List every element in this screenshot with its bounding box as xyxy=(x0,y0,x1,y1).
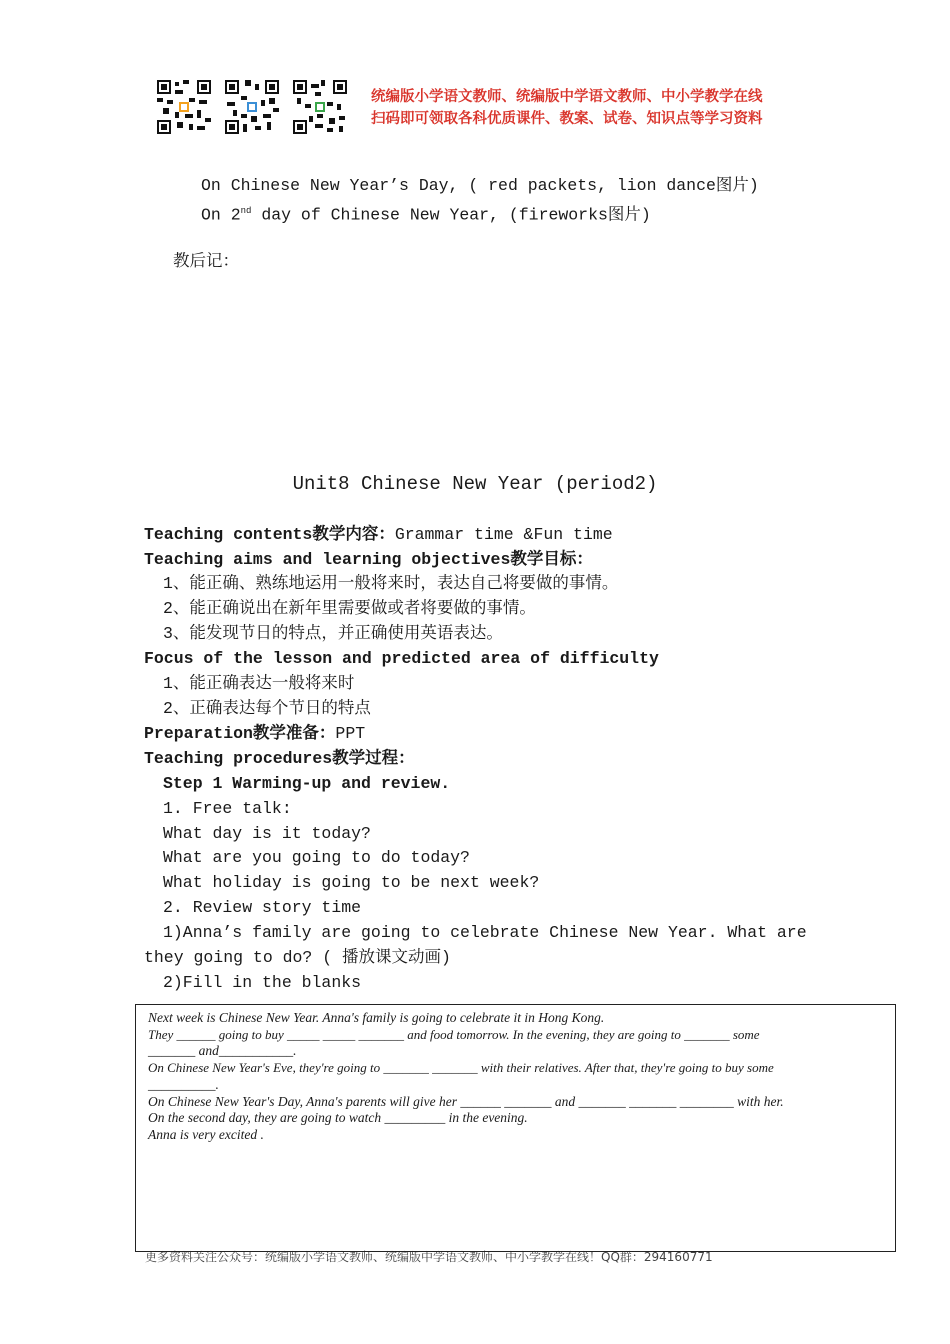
blank-line: Anna is very excited . xyxy=(148,1126,264,1142)
blank-line: On Chinese New Year's Day, Anna's parents will give her ______ _______ and _______ _______ ________ with her. xyxy=(148,1093,784,1109)
review-sub-1: 1)Anna’s family are going to celebrate Chinese New Year. What are xyxy=(163,923,807,942)
qr-code-icon xyxy=(293,80,347,134)
procedures-label: Teaching procedures教学过程： xyxy=(144,749,415,768)
aim-item: 3、能发现节日的特点，并正确使用英语表达。 xyxy=(163,624,503,643)
promo-line-2: 扫码即可领取各科优质课件、教案、试卷、知识点等学习资料 xyxy=(371,111,763,127)
second-day-line xyxy=(201,199,651,228)
question-item: What holiday is going to be next week? xyxy=(163,873,540,892)
free-talk: 1. Free talk: xyxy=(163,799,292,818)
blank-line: _______ and___________. xyxy=(148,1043,297,1059)
teaching-aims-label: Teaching aims and learning objectives教学目标： xyxy=(144,550,593,569)
aim-item: 2、能正确说出在新年里需要做或者将要做的事情。 xyxy=(163,599,536,618)
teaching-contents-value: Grammar time &Fun time xyxy=(394,525,613,544)
step-1-heading: Step 1 Warming-up and review. xyxy=(163,774,451,793)
blank-line: __________. xyxy=(148,1076,219,1092)
question-item: What are you going to do today? xyxy=(163,848,470,867)
blank-line: They ______ going to buy _____ _____ _______ and food tomorrow. In the evening, they are going to _______ some xyxy=(148,1026,760,1042)
page-title: Unit8 Chinese New Year (period2) xyxy=(292,473,658,495)
blank-line: On the second day, they are going to watch _________ in the evening. xyxy=(148,1110,528,1126)
preparation xyxy=(144,722,365,746)
promo-header xyxy=(157,80,797,136)
second-day-post: day of Chinese New Year, (fireworks图片) xyxy=(251,205,651,225)
aim-item: 1、能正确、熟练地运用一般将来时，表达自己将要做的事情。 xyxy=(163,574,619,593)
ordinal-suffix: nd xyxy=(240,206,252,216)
focus-item: 2、正确表达每个节日的特点 xyxy=(163,699,371,718)
blank-line: Next week is Chinese New Year. Anna's family is going to celebrate it in Hong Kong. xyxy=(148,1010,605,1025)
reflection-label: 教后记： xyxy=(173,251,239,270)
focus-label: Focus of the lesson and predicted area of difficulty xyxy=(144,649,659,668)
blank-line: On Chinese New Year's Eve, they're going to _______ _______ with their relatives. After that, they're going to buy some xyxy=(148,1060,774,1076)
question-item: What day is it today? xyxy=(163,824,371,843)
review-sub-1-cont: they going to do? ( 播放课文动画) xyxy=(144,948,451,967)
teaching-contents-label: Teaching contents教学内容： xyxy=(144,525,395,544)
review-story: 2. Review story time xyxy=(163,898,362,917)
footer-text: 更多资料关注公众号：统编版小学语文教师、统编版中学语文教师、中小学教学在线！QQ群：294160771 xyxy=(145,1250,713,1264)
qr-code-icon xyxy=(225,80,279,134)
preparation-label: Preparation教学准备： xyxy=(144,724,336,743)
second-day-pre: On 2 xyxy=(201,205,241,225)
preparation-value: PPT xyxy=(335,724,366,743)
teaching-contents xyxy=(144,523,613,547)
review-sub-2: 2)Fill in the blanks xyxy=(163,973,362,992)
promo-line-1: 统编版小学语文教师、统编版中学语文教师、中小学教学在线 xyxy=(371,89,763,105)
fill-in-blanks-box xyxy=(135,1004,896,1252)
focus-item: 1、能正确表达一般将来时 xyxy=(163,674,355,693)
promo-text xyxy=(371,86,763,130)
new-year-day-line: On Chinese New Year’s Day, ( red packets, lion dance图片) xyxy=(201,176,759,195)
qr-code-icon xyxy=(157,80,211,134)
